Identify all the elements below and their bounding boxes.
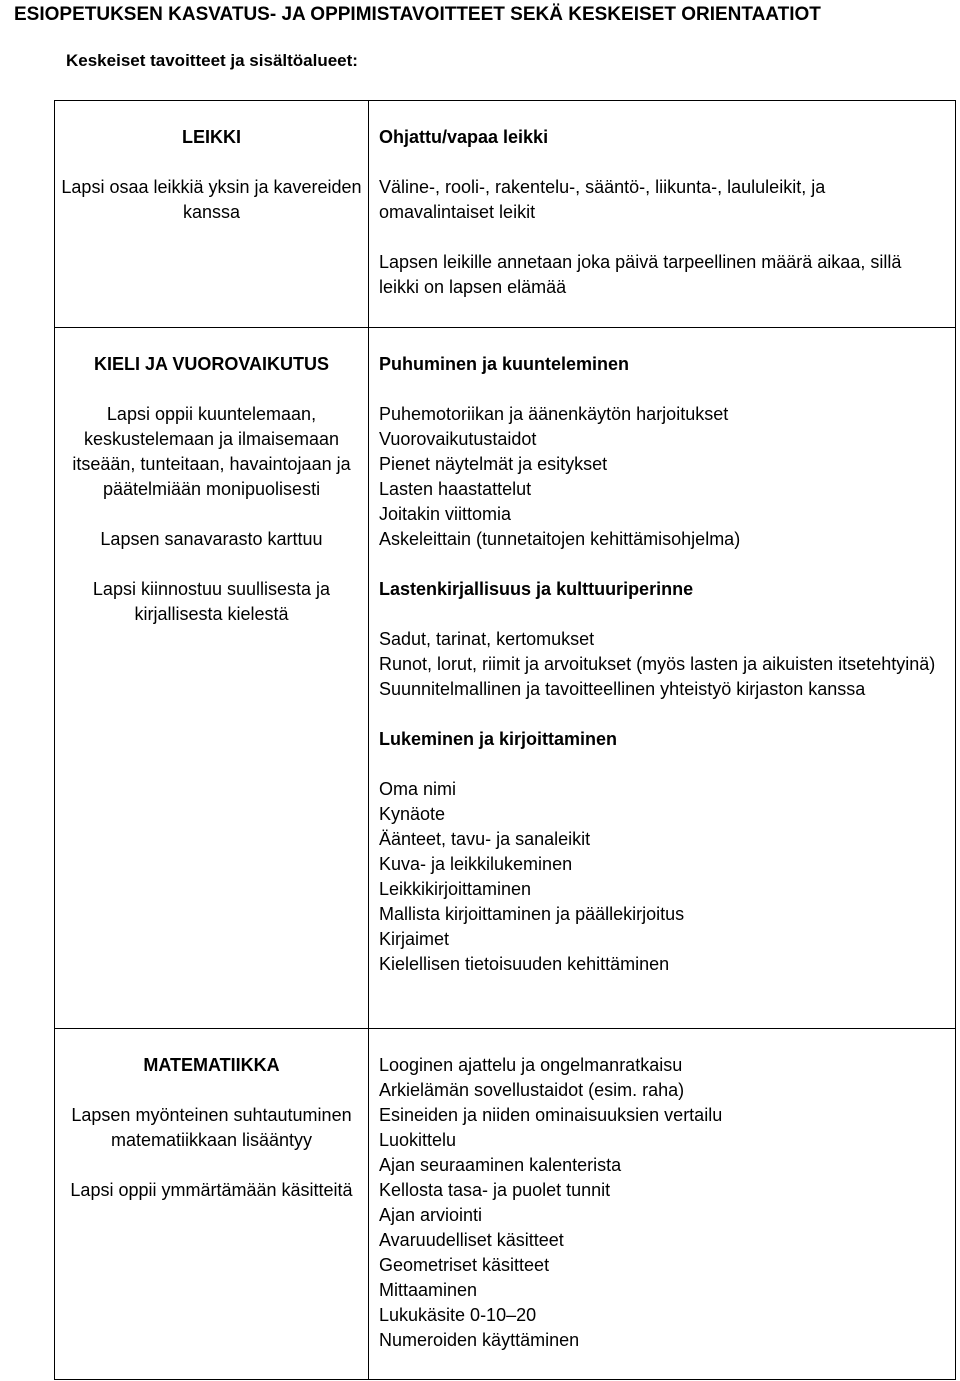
content-cell-kieli: [369, 328, 956, 1029]
goal-text: Lapsi osaa leikkiä yksin ja kavereiden kanssa: [61, 177, 362, 222]
area-title-leikki: LEIKKI: [181, 127, 241, 147]
list-item: Numeroiden käyttäminen: [379, 1330, 580, 1350]
list-item: Avaruudelliset käsitteet: [379, 1230, 564, 1250]
section-heading-puhuminen: Puhuminen ja kuunteleminen: [379, 354, 630, 374]
list-item: Ajan arviointi: [379, 1205, 483, 1225]
goal-text: Lapsi kiinnostuu suullisesta ja kirjallisesta kielestä: [92, 579, 331, 624]
goal-text: Lapsi oppii kuuntelemaan, keskustelemaan ja ilmaisemaan itseään, tunteitaan, havaintojaan ja päätelmiään monipuolisesti: [72, 404, 351, 499]
area-cell-leikki: [55, 101, 369, 328]
section-heading-lukeminen: Lukeminen ja kirjoittaminen: [379, 729, 618, 749]
goal-text: Lapsi oppii ymmärtämään käsitteitä: [70, 1180, 353, 1200]
area-title-matematiikka: MATEMATIIKKA: [143, 1055, 280, 1075]
list-item: Looginen ajattelu ja ongelmanratkaisu: [379, 1055, 683, 1075]
list-item: Kynäote: [379, 804, 446, 824]
list-item: Askeleittain (tunnetaitojen kehittämisohjelma): [379, 529, 741, 549]
document-title: ESIOPETUKSEN KASVATUS- JA OPPIMISTAVOITTEET SEKÄ KESKEISET ORIENTAATIOT: [14, 4, 821, 25]
area-cell-kieli: [55, 328, 369, 1029]
content-paragraph: Väline-, rooli-, rakentelu-, sääntö-, liikunta-, laululeikit, ja omavalintaiset leikit: [379, 177, 826, 222]
list-item: Lasten haastattelut: [379, 479, 532, 499]
list-item: Vuorovaikutustaidot: [379, 429, 537, 449]
goal-text: Lapsen myönteinen suhtautuminen matematiikkaan lisääntyy: [71, 1105, 352, 1150]
list-item: Joitakin viittomia: [379, 504, 512, 524]
list-item: Kellosta tasa- ja puolet tunnit: [379, 1180, 611, 1200]
list-item: Esineiden ja niiden ominaisuuksien vertailu: [379, 1105, 723, 1125]
list-item: Sadut, tarinat, kertomukset: [379, 629, 595, 649]
list-item: Luokittelu: [379, 1130, 457, 1150]
goal-text: Lapsen sanavarasto karttuu: [100, 529, 323, 549]
list-item: Leikkikirjoittaminen: [379, 879, 532, 899]
list-item: Suunnitelmallinen ja tavoitteellinen yhteistyö kirjaston kanssa: [379, 679, 866, 699]
curriculum-table: [54, 100, 956, 1380]
list-item: Oma nimi: [379, 779, 457, 799]
list-item: Kuva- ja leikkilukeminen: [379, 854, 573, 874]
area-cell-matematiikka: [55, 1029, 369, 1380]
list-item: Äänteet, tavu- ja sanaleikit: [379, 829, 591, 849]
area-title-kieli: KIELI JA VUOROVAIKUTUS: [93, 354, 330, 374]
list-item: Runot, lorut, riimit ja arvoitukset (myös lasten ja aikuisten itsetehtyinä): [379, 654, 936, 674]
table-row-matematiikka: [55, 1029, 956, 1380]
list-item: Geometriset käsitteet: [379, 1255, 550, 1275]
table-row-leikki: [55, 101, 956, 328]
content-paragraph: Lapsen leikille annetaan joka päivä tarpeellinen määrä aikaa, sillä leikki on lapsen elämää: [379, 252, 902, 297]
content-cell-matematiikka: [369, 1029, 956, 1380]
content-cell-leikki: [369, 101, 956, 328]
list-item: Ajan seuraaminen kalenterista: [379, 1155, 622, 1175]
list-item: Mittaaminen: [379, 1280, 478, 1300]
list-item: Pienet näytelmät ja esitykset: [379, 454, 608, 474]
list-item: Mallista kirjoittaminen ja päällekirjoitus: [379, 904, 685, 924]
list-item: Kirjaimet: [379, 929, 450, 949]
list-item: Lukukäsite 0-10–20: [379, 1305, 537, 1325]
section-heading-lastenkirjallisuus: Lastenkirjallisuus ja kulttuuriperinne: [379, 579, 694, 599]
table-row-kieli: [55, 328, 956, 1029]
list-item: Puhemotoriikan ja äänenkäytön harjoitukset: [379, 404, 729, 424]
list-item: Kielellisen tietoisuuden kehittäminen: [379, 954, 670, 974]
list-item: Arkielämän sovellustaidot (esim. raha): [379, 1080, 685, 1100]
document-subtitle: Keskeiset tavoitteet ja sisältöalueet:: [66, 51, 358, 70]
section-heading-ohjattu-leikki: Ohjattu/vapaa leikki: [379, 127, 549, 147]
